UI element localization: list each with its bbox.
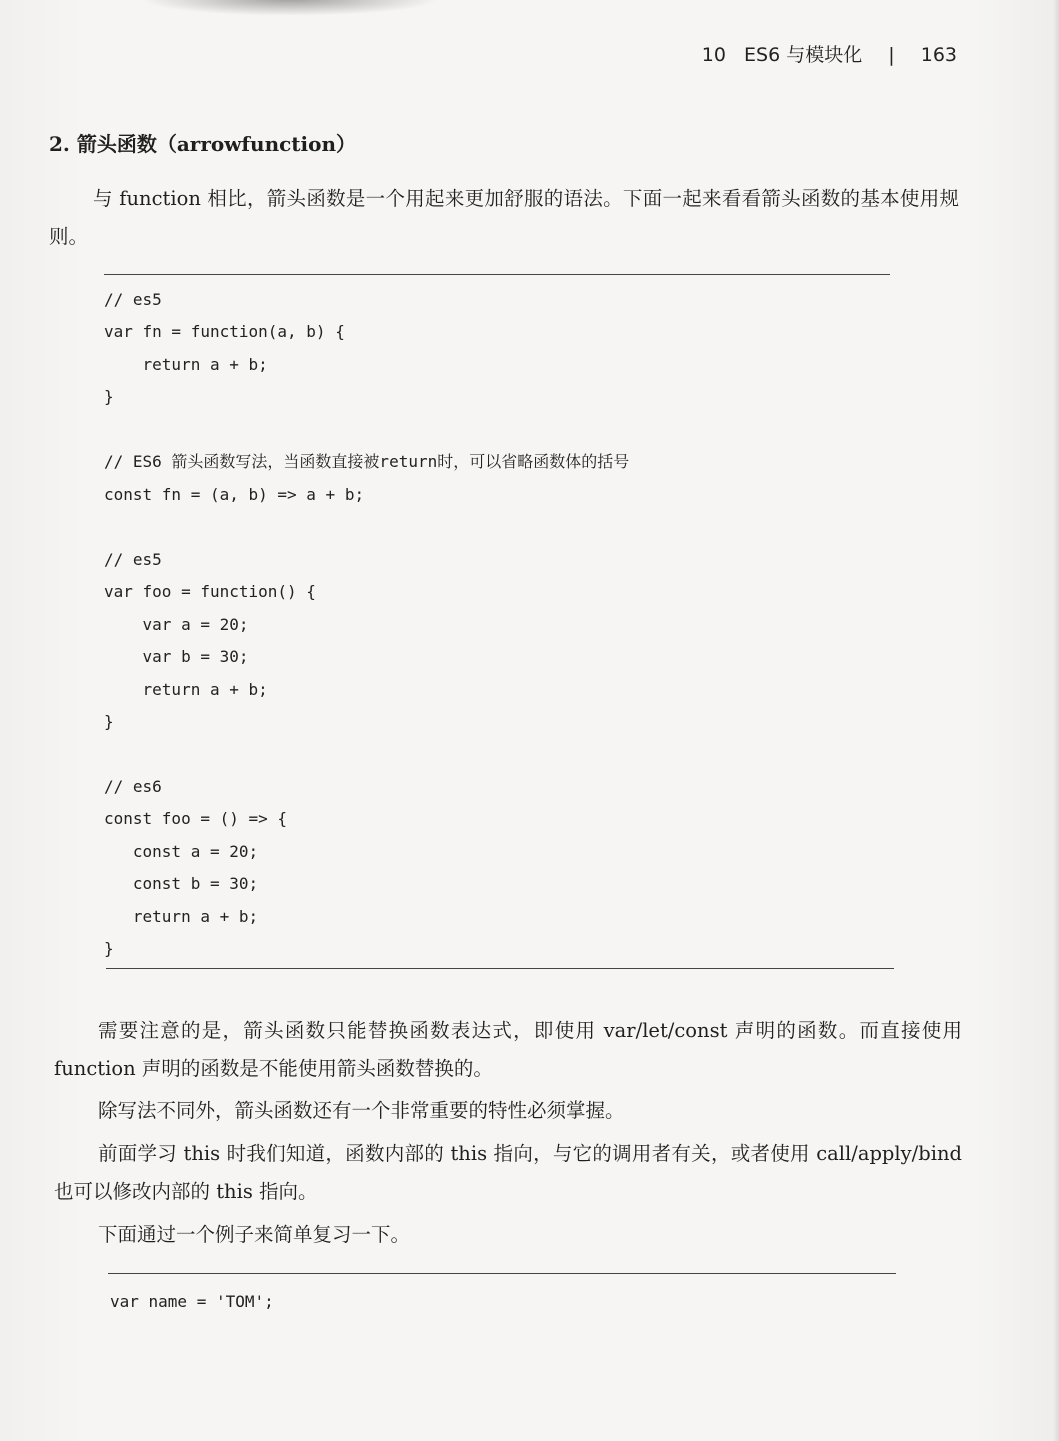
code-line: var a = 20; (104, 615, 249, 634)
code-block-1-bottom-rule (106, 968, 894, 969)
code-line: // es6 (104, 777, 162, 796)
code-line: // es5 (104, 550, 162, 569)
note-paragraph-1: 需要注意的是，箭头函数只能替换函数表达式，即使用 var/let/const 声明的函数。而直接使用 function 声明的函数是不能使用箭头函数替换的。 (54, 1019, 962, 1080)
code-block-1-top-rule (104, 274, 890, 275)
intro-paragraph: 与 function 相比，箭头函数是一个用起来更加舒服的语法。下面一起来看看箭头函数的基本使用规则。 (49, 187, 959, 248)
code-line: const foo = () => { (104, 809, 288, 828)
code-line: var b = 30; (104, 647, 249, 666)
code-line: return a + b; (104, 907, 259, 926)
code-line: const fn = (a, b) => a + b; (104, 485, 365, 504)
code-line: const b = 30; (104, 874, 259, 893)
chapter-title: ES6 与模块化 (744, 44, 863, 66)
note-paragraph-4: 下面通过一个例子来简单复习一下。 (98, 1223, 411, 1246)
code-line: const a = 20; (104, 842, 259, 861)
code-line: var foo = function() { (104, 582, 316, 601)
section-title: 2. 箭头函数（arrowfunction） (49, 132, 357, 156)
page-edge-shadow (1053, 0, 1059, 1441)
code-block-2-top-rule (108, 1273, 896, 1274)
note-paragraph-3: 前面学习 this 时我们知道，函数内部的 this 指向，与它的调用者有关，或者使用 call/apply/bind 也可以修改内部的 this 指向。 (54, 1142, 962, 1203)
code-line: return a + b; (104, 680, 268, 699)
running-head (702, 40, 957, 67)
code-block-1 (104, 290, 894, 960)
code-line: } (104, 387, 114, 406)
note-paragraph-2: 除写法不同外，箭头函数还有一个非常重要的特性必须掌握。 (98, 1099, 625, 1122)
chapter-number: 10 (701, 44, 726, 66)
code-line: // es5 (104, 290, 162, 309)
page-number: 163 (920, 44, 957, 66)
code-line: return a + b; (104, 355, 268, 374)
code-line: var name = 'TOM'; (110, 1292, 274, 1311)
code-line: // ES6 箭头函数写法，当函数直接被return时，可以省略函数体的括号 (104, 452, 630, 471)
code-line: var fn = function(a, b) { (104, 322, 345, 341)
running-head-separator: | (888, 44, 895, 66)
code-line: } (104, 939, 114, 958)
code-block-2 (110, 1292, 896, 1316)
scan-shadow (140, 0, 440, 16)
code-line: } (104, 712, 114, 731)
